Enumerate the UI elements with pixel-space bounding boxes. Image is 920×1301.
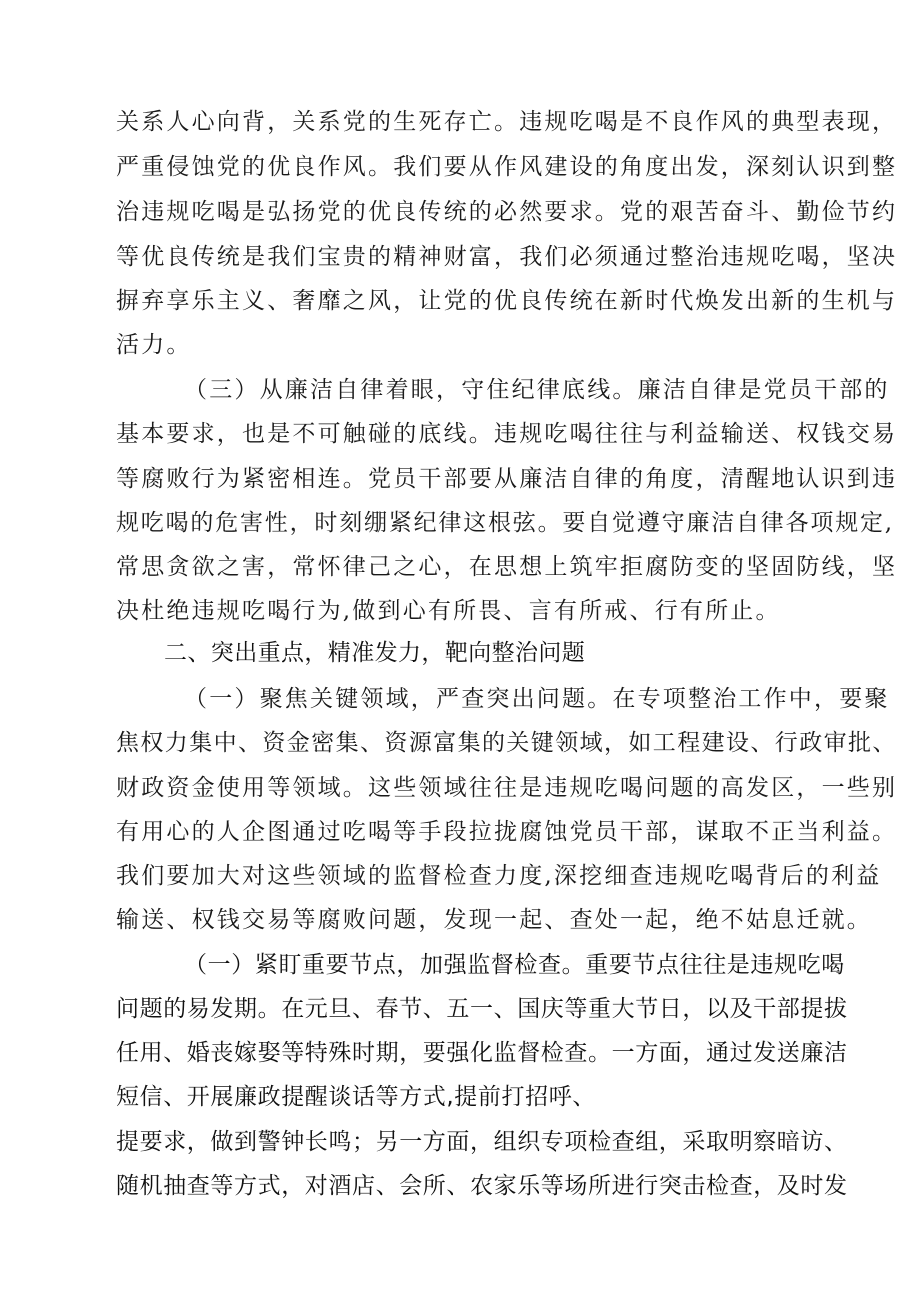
section-heading: 二、突出重点，精准发力，靶向整治问题 (164, 640, 586, 666)
paragraph-2-line-3: 等腐败行为紧密相连。党员干部要从廉洁自律的角度，清醒地认识到违 (116, 466, 898, 492)
paragraph-2-line-4: 规吃喝的危害性，时刻绷紧纪律这根弦。要自觉遵守廉洁自律各项规定, (116, 510, 894, 536)
paragraph-1-line-4: 等优良传统是我们宝贵的精神财富，我们必须通过整治违规吃喝，坚决 (116, 244, 898, 270)
paragraph-1-line-3: 治违规吃喝是弘扬党的优良传统的必然要求。党的艰苦奋斗、勤俭节约 (116, 199, 898, 225)
paragraph-4-line-6: 随机抽查等方式，对酒店、会所、农家乐等场所进行突击检查，及时发 (116, 1173, 848, 1199)
paragraph-2-line-1: （三）从廉洁自律着眼，守住纪律底线。廉洁自律是党员干部的 (184, 377, 890, 403)
paragraph-3-line-6: 输送、权钱交易等腐败问题，发现一起、查处一起，绝不姑息迁就。 (116, 907, 872, 933)
paragraph-2-line-5: 常思贪欲之害，常怀律己之心，在思想上筑牢拒腐防变的坚固防线，坚 (116, 554, 898, 580)
paragraph-4-line-5: 提要求，做到警钟长鸣；另一方面，组织专项检查组，采取明察暗访、 (116, 1129, 848, 1155)
paragraph-2-line-2: 基本要求，也是不可触碰的底线。违规吃喝往往与利益输送、权钱交易 (116, 421, 898, 447)
paragraph-1-line-2: 严重侵蚀党的优良作风。我们要从作风建设的角度出发，深刻认识到整 (116, 154, 898, 180)
paragraph-4-line-4: 短信、开展廉政提醒谈话等方式,提前打招呼、 (116, 1084, 596, 1110)
paragraph-1-line-5: 摒弃享乐主义、奢靡之风，让党的优良传统在新时代焕发出新的生机与 (116, 288, 898, 314)
paragraph-4-line-1: （一）紧盯重要节点，加强监督检查。重要节点往往是违规吃喝 (184, 952, 845, 978)
paragraph-3-line-4: 有用心的人企图通过吃喝等手段拉拢腐蚀党员干部，谋取不正当利益。 (116, 819, 898, 845)
paragraph-1-line-6: 活力。 (116, 332, 192, 358)
paragraph-4-line-2: 问题的易发期。在元旦、春节、五一、国庆等重大节日，以及干部提拔 (116, 996, 848, 1022)
paragraph-2-line-6: 决杜绝违规吃喝行为,做到心有所畏、言有所戒、行有所止。 (116, 598, 781, 624)
paragraph-3-line-2: 焦权力集中、资金密集、资源富集的关键领域，如工程建设、行政审批、 (116, 730, 897, 756)
paragraph-3-line-5: 我们要加大对这些领域的监督检查力度,深挖细查违规吃喝背后的利益 (116, 863, 882, 889)
paragraph-3-line-1: （一）聚焦关键领域，严查突出问题。在专项整治工作中，要聚 (184, 686, 890, 712)
paragraph-3-line-3: 财政资金使用等领域。这些领域往往是违规吃喝问题的高发区，一些别 (116, 775, 898, 801)
paragraph-4-line-3: 任用、婚丧嫁娶等特殊时期，要强化监督检查。一方面，通过发送廉洁 (116, 1040, 848, 1066)
paragraph-1-line-1: 关系人心向背，关系党的生死存亡。违规吃喝是不良作风的典型表现， (116, 109, 898, 135)
